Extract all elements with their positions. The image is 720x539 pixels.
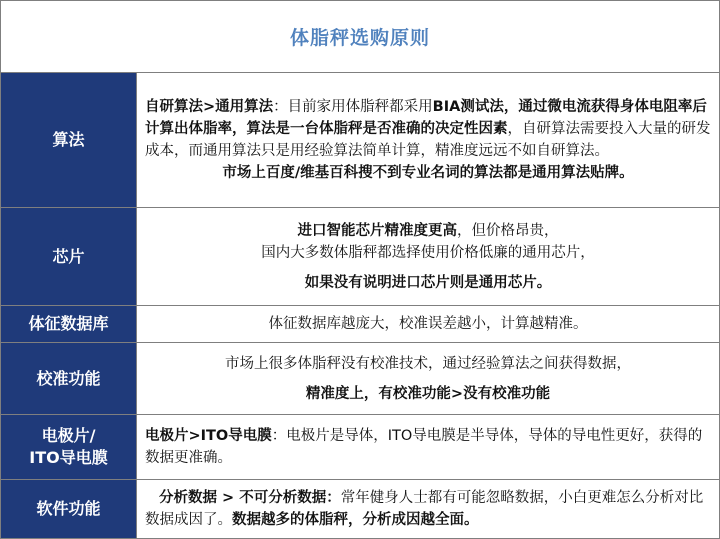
- row-software: [1, 480, 719, 538]
- electrode-text: ：电极片是导体，ITO导电膜是半导体，导体的导电性更好，获得的数据更准确。: [145, 428, 703, 466]
- row-content-algorithm: [137, 73, 719, 207]
- electrode-paragraph: [145, 425, 711, 469]
- software-paragraph: [145, 487, 711, 531]
- algorithm-conclusion: 市场上百度/维基百科搜不到专业名词的算法都是通用算法贴牌。: [222, 165, 634, 181]
- chip-line-1: [145, 220, 711, 242]
- algorithm-bold-heading: 自研算法>通用算法: [145, 99, 274, 115]
- row-electrode: [1, 415, 719, 480]
- chip-conclusion: 如果没有说明进口芯片则是通用芯片。: [304, 274, 552, 291]
- electrode-label-line-2: ITO导电膜: [29, 448, 108, 467]
- chip-bold-text: 进口智能芯片精准度更高: [297, 222, 457, 239]
- table-title: 体脂秤选购原则: [1, 1, 719, 73]
- row-label-algorithm: 算法: [1, 73, 137, 207]
- chip-text-1: ，但价格昂贵，: [457, 222, 559, 239]
- algorithm-bold-text: BIA测试法，通过微电流获得身体电阻率后计算出体脂率，算法是一台体脂秤是否准确的决定性因素: [145, 99, 707, 137]
- algorithm-text-2: ，自研算法需要投入大量的研发成本，而通用算法只是用经验算法简单计算，精准度远远不如自研算法。: [145, 121, 711, 159]
- row-label-body-database: 体征数据库: [1, 306, 137, 342]
- calibration-line-1: 市场上很多体脂秤没有校准技术，通过经验算法之间获得数据，: [225, 355, 631, 372]
- row-content-software: [137, 480, 719, 538]
- row-content-calibration: [137, 343, 719, 414]
- row-content-electrode: [137, 415, 719, 479]
- row-chip: [1, 208, 719, 306]
- row-content-body-database: [137, 306, 719, 342]
- software-bold-heading: 分析数据 > 不可分析数据：: [159, 490, 341, 506]
- row-body-database: [1, 306, 719, 343]
- electrode-bold-heading: 电极片>ITO导电膜: [145, 428, 272, 444]
- row-content-chip: [137, 208, 719, 305]
- algorithm-text-1: ：目前家用体脂秤都采用: [273, 99, 433, 115]
- calibration-conclusion: 精准度上，有校准功能>没有校准功能: [305, 385, 551, 402]
- software-conclusion: 数据越多的体脂秤，分析成因越全面。: [232, 512, 479, 528]
- software-text: 常年健身人士都有可能忽略数据，小白更难怎么分析对比数据成因了。: [145, 490, 704, 528]
- row-label-calibration: 校准功能: [1, 343, 137, 414]
- row-label-electrode: [1, 415, 137, 479]
- body-database-text: 体征数据库越庞大，校准误差越小，计算越精准。: [268, 316, 588, 332]
- electrode-label-line-1: 电极片/: [41, 426, 96, 445]
- row-label-chip: 芯片: [1, 208, 137, 305]
- algorithm-paragraph: [145, 96, 711, 162]
- chip-line-2: 国内大多数体脂秤都选择使用价格低廉的通用芯片，: [261, 244, 595, 261]
- row-algorithm: [1, 73, 719, 208]
- row-calibration: [1, 343, 719, 415]
- row-label-software: 软件功能: [1, 480, 137, 538]
